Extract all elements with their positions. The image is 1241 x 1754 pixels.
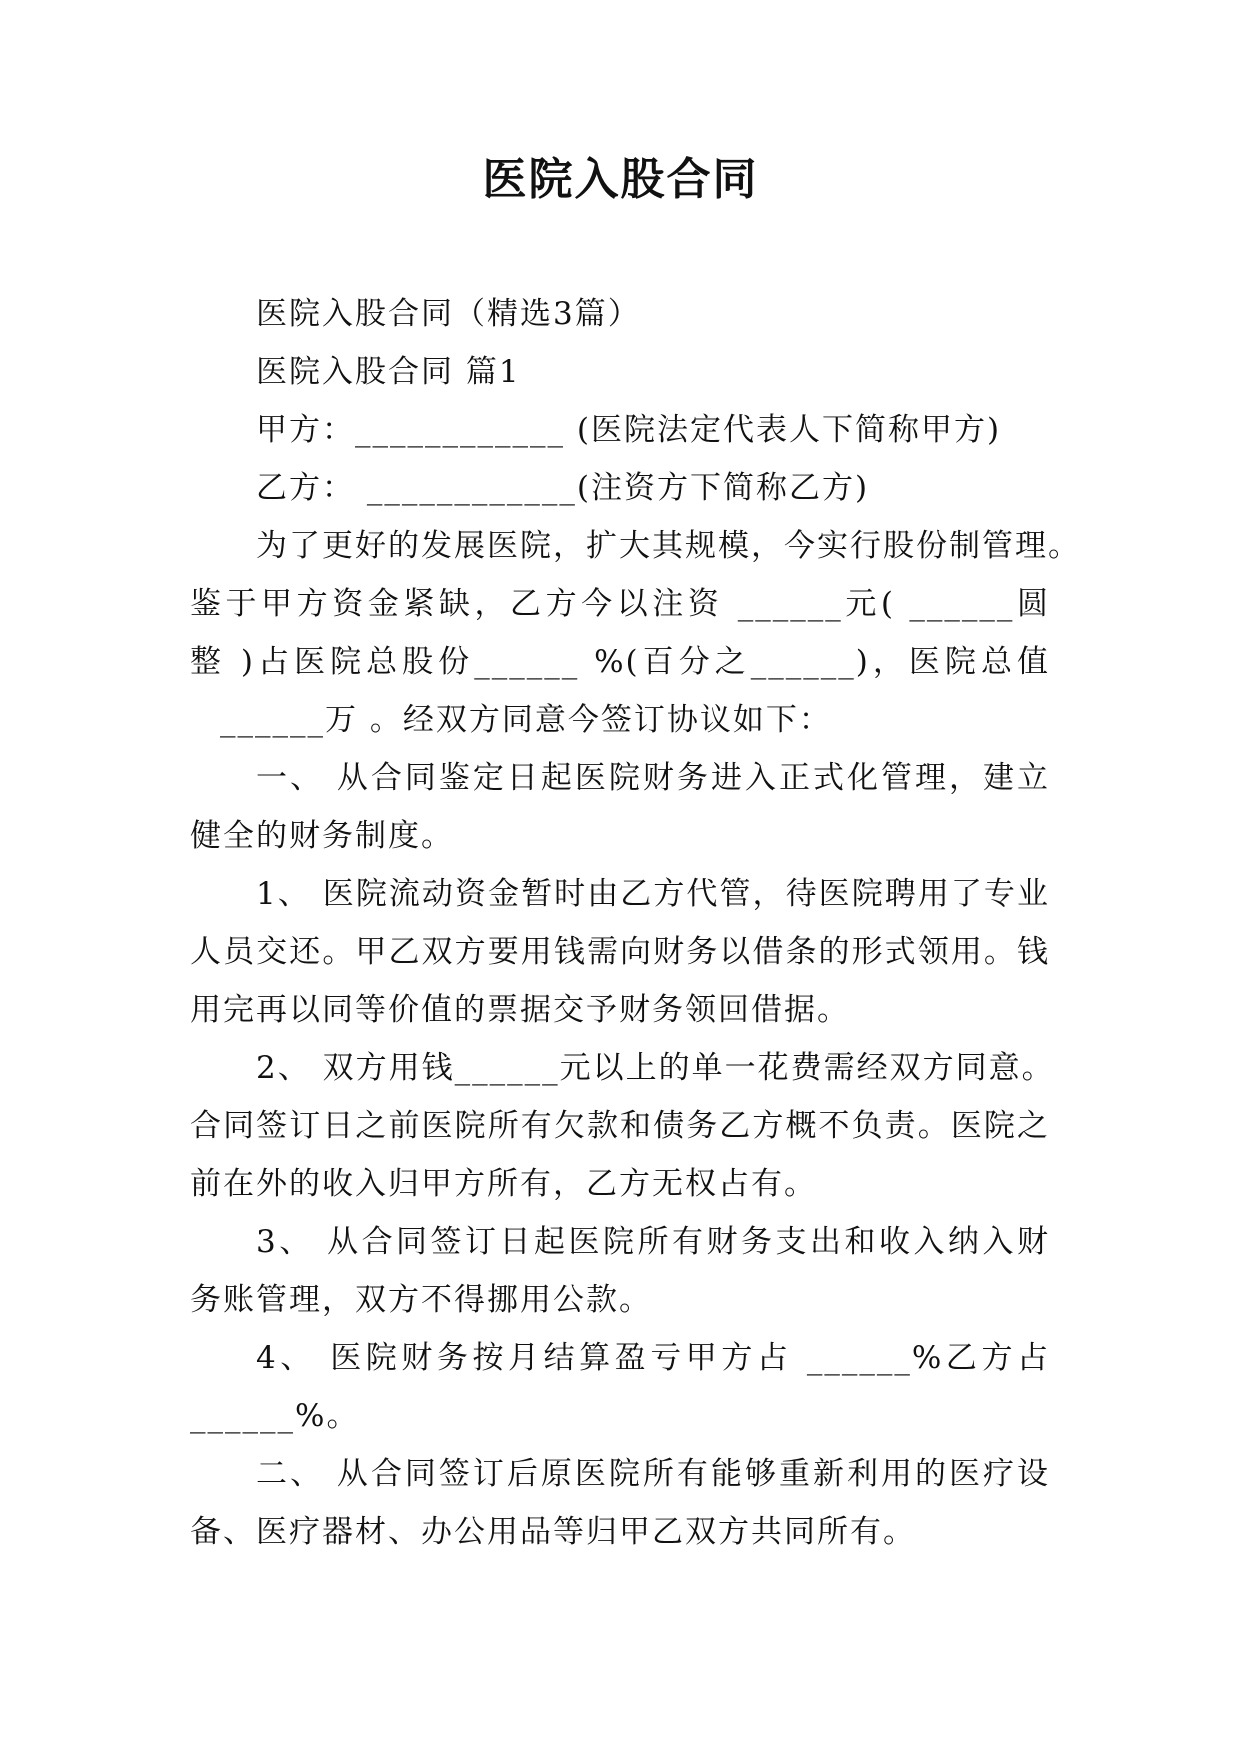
paragraph-line: 4、 医院财务按月结算盈亏甲方占 ______%乙方占 [256, 1340, 1050, 1376]
paragraph-line: 一、 从合同鉴定日起医院财务进入正式化管理，建立 [256, 760, 1050, 796]
party-a-line: 甲方：____________ (医院法定代表人下简称甲方) [256, 412, 1002, 448]
paragraph-line: 合同签订日之前医院所有欠款和债务乙方概不负责。医院之 [190, 1108, 1050, 1144]
party-b-line: 乙方： ____________(注资方下简称乙方) [256, 470, 870, 506]
paragraph-line: ______%。 [190, 1398, 360, 1434]
paragraph-line: 前在外的收入归甲方所有，乙方无权占有。 [190, 1166, 817, 1202]
paragraph-line: 2、 双方用钱______元以上的单一花费需经双方同意。 [256, 1050, 1055, 1086]
paragraph-line: ______万 。经双方同意今签订协议如下： [220, 702, 832, 738]
paragraph-line: 1、 医院流动资金暂时由乙方代管，待医院聘用了专业 [256, 876, 1050, 912]
paragraph-line: 备、医疗器材、办公用品等归甲乙双方共同所有。 [190, 1514, 916, 1550]
paragraph-line: 整 )占医院总股份______ %(百分之______)，医院总值 [190, 644, 1050, 680]
paragraph-line: 为了更好的发展医院，扩大其规模，今实行股份制管理。 [256, 528, 1081, 564]
paragraph-line: 用完再以同等价值的票据交予财务领回借据。 [190, 992, 850, 1028]
document-title: 医院入股合同 [482, 154, 759, 205]
paragraph-line: 人员交还。甲乙双方要用钱需向财务以借条的形式领用。钱 [190, 934, 1050, 970]
paragraph-line: 鉴于甲方资金紧缺，乙方今以注资 ______元( ______圆 [190, 586, 1050, 622]
section-heading: 医院入股合同 篇1 [256, 354, 521, 390]
document-body [190, 285, 1081, 1561]
subtitle-line: 医院入股合同（精选3篇） [256, 296, 641, 332]
paragraph-line: 3、 从合同签订日起医院所有财务支出和收入纳入财 [256, 1224, 1050, 1260]
paragraph-line: 务账管理，双方不得挪用公款。 [190, 1282, 652, 1318]
paragraph-line: 健全的财务制度。 [190, 818, 454, 854]
paragraph-line: 二、 从合同签订后原医院所有能够重新利用的医疗设 [256, 1456, 1050, 1492]
